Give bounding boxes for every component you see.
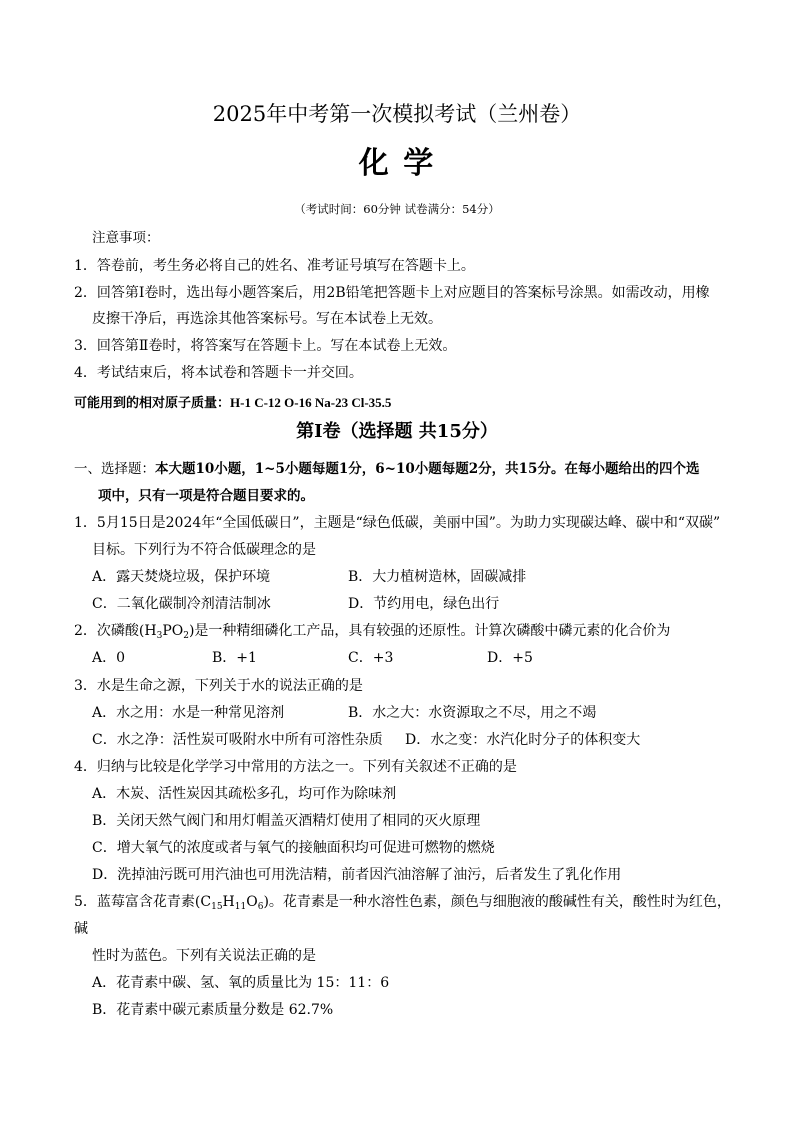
q1-option-b: B．大力植树造林，固碳减排 [348, 569, 527, 585]
q5-stem-h: H [222, 894, 235, 910]
q2-stem-post: )是一种精细磷化工产品，具有较强的还原性。计算次磷酸中磷元素的化合价为 [188, 623, 671, 639]
q3-option-c: C．水之净：活性炭可吸附水中所有可溶性杂质 [92, 732, 383, 748]
q2-option-d: D．+5 [487, 650, 533, 666]
q1-option-c: C．二氧化碳制冷剂清洁制冰 [92, 596, 271, 612]
q4-option-d: D．洗掉油污既可用汽油也可用洗洁精，前者因汽油溶解了油污，后者发生了乳化作用 [92, 867, 622, 883]
atomic-masses: 可能用到的相对原子质量：H-1 C-12 O-16 Na-23 Cl-35.5 [74, 395, 392, 410]
q4-option-b: B．关闭天然气阀门和用灯帽盖灭酒精灯使用了相同的灭火原理 [92, 813, 481, 829]
q5-stem-cont: 性时为蓝色。下列有关说法正确的是 [92, 948, 316, 964]
notice-item-4: 4．考试结束后，将本试卷和答题卡一并交回。 [74, 365, 363, 381]
q1-stem-cont: 目标。下列行为不符合低碳理念的是 [92, 542, 316, 558]
q4-stem: 4．归纳与比较是化学学习中常用的方法之一。下列有关叙述不正确的是 [74, 759, 517, 775]
q5-sub-2: 11 [234, 902, 247, 912]
q2-sub-2: 2 [183, 631, 189, 641]
notice-item-1: 1．答卷前，考生务必将自己的姓名、准考证号填写在答题卡上。 [74, 258, 475, 274]
notice-heading: 注意事项： [92, 230, 160, 246]
q2-stem [74, 621, 670, 646]
q2-stem-mid: PO [162, 623, 184, 639]
q5-option-b: B．花青素中碳元素质量分数是 62.7% [92, 1002, 334, 1018]
section-intro-bold: 本大题10小题，1~5小题每题1分，6~10小题每题2分，共15分。在每小题给出的四个选 [155, 461, 700, 477]
q3-option-b: B．水之大：水资源取之不尽，用之不竭 [348, 705, 597, 721]
notice-item-2: 2．回答第Ⅰ卷时，选出每小题答案后，用2B铅笔把答题卡上对应题目的答案标号涂黑。如需改动，用橡 [74, 285, 710, 301]
q5-sub-3: 6 [257, 902, 264, 912]
q2-option-a: A．0 [92, 650, 126, 666]
section-intro [74, 459, 699, 479]
section-intro-prefix: 一、选择题： [74, 461, 155, 477]
q1-stem: 1．5月15日是2024年“全国低碳日”，主题是“绿色低碳，美丽中国”。为助力实现碳达峰、碳中和“双碳” [74, 515, 721, 531]
q5-stem [74, 892, 731, 917]
q3-option-d: D．水之变：水汽化时分子的体积变大 [405, 732, 641, 748]
q5-stem-wrap: 碱 [74, 921, 88, 937]
q5-stem-pre: 5．蓝莓富含花青素(C [74, 894, 212, 910]
q2-sub-1: 3 [156, 631, 163, 641]
q3-option-a: A．水之用：水是一种常见溶剂 [92, 705, 285, 721]
section-intro-line2: 项中，只有一项是符合题目要求的。 [98, 488, 314, 504]
exam-title: 2025年中考第一次模拟考试（兰州卷） [212, 102, 582, 126]
section-title: 第Ⅰ卷（选择题 共15分） [296, 421, 498, 442]
q5-sub-1: 15 [211, 902, 223, 912]
q4-option-c: C．增大氧气的浓度或者与氧气的接触面积均可促进可燃物的燃烧 [92, 840, 495, 856]
q5-option-a: A．花青素中碳、氢、氧的质量比为 15：11：6 [92, 975, 390, 991]
notice-item-3: 3．回答第Ⅱ卷时，将答案写在答题卡上。写在本试卷上无效。 [74, 338, 457, 354]
notice-item-2-cont: 皮擦干净后，再选涂其他答案标号。写在本试卷上无效。 [92, 311, 442, 327]
q2-option-b: B．+1 [212, 650, 257, 666]
q2-option-c: C．+3 [348, 650, 394, 666]
q1-option-a: A．露天焚烧垃圾，保护环境 [92, 569, 271, 585]
q5-stem-post: )。花青素是一种水溶性色素，颜色与细胞液的酸碱性有关，酸性时为红色， [263, 894, 731, 910]
q2-stem-pre: 2．次磷酸(H [74, 623, 157, 639]
q5-stem-o: O [246, 894, 258, 910]
subject-title: 化 学 [358, 146, 436, 181]
q4-option-a: A．木炭、活性炭因其疏松多孔，均可作为除味剂 [92, 786, 397, 802]
q3-stem: 3．水是生命之源，下列关于水的说法正确的是 [74, 678, 363, 694]
exam-meta: （考试时间：60分钟 试卷满分：54分） [294, 202, 500, 216]
q1-option-d: D．节约用电，绿色出行 [348, 596, 500, 612]
